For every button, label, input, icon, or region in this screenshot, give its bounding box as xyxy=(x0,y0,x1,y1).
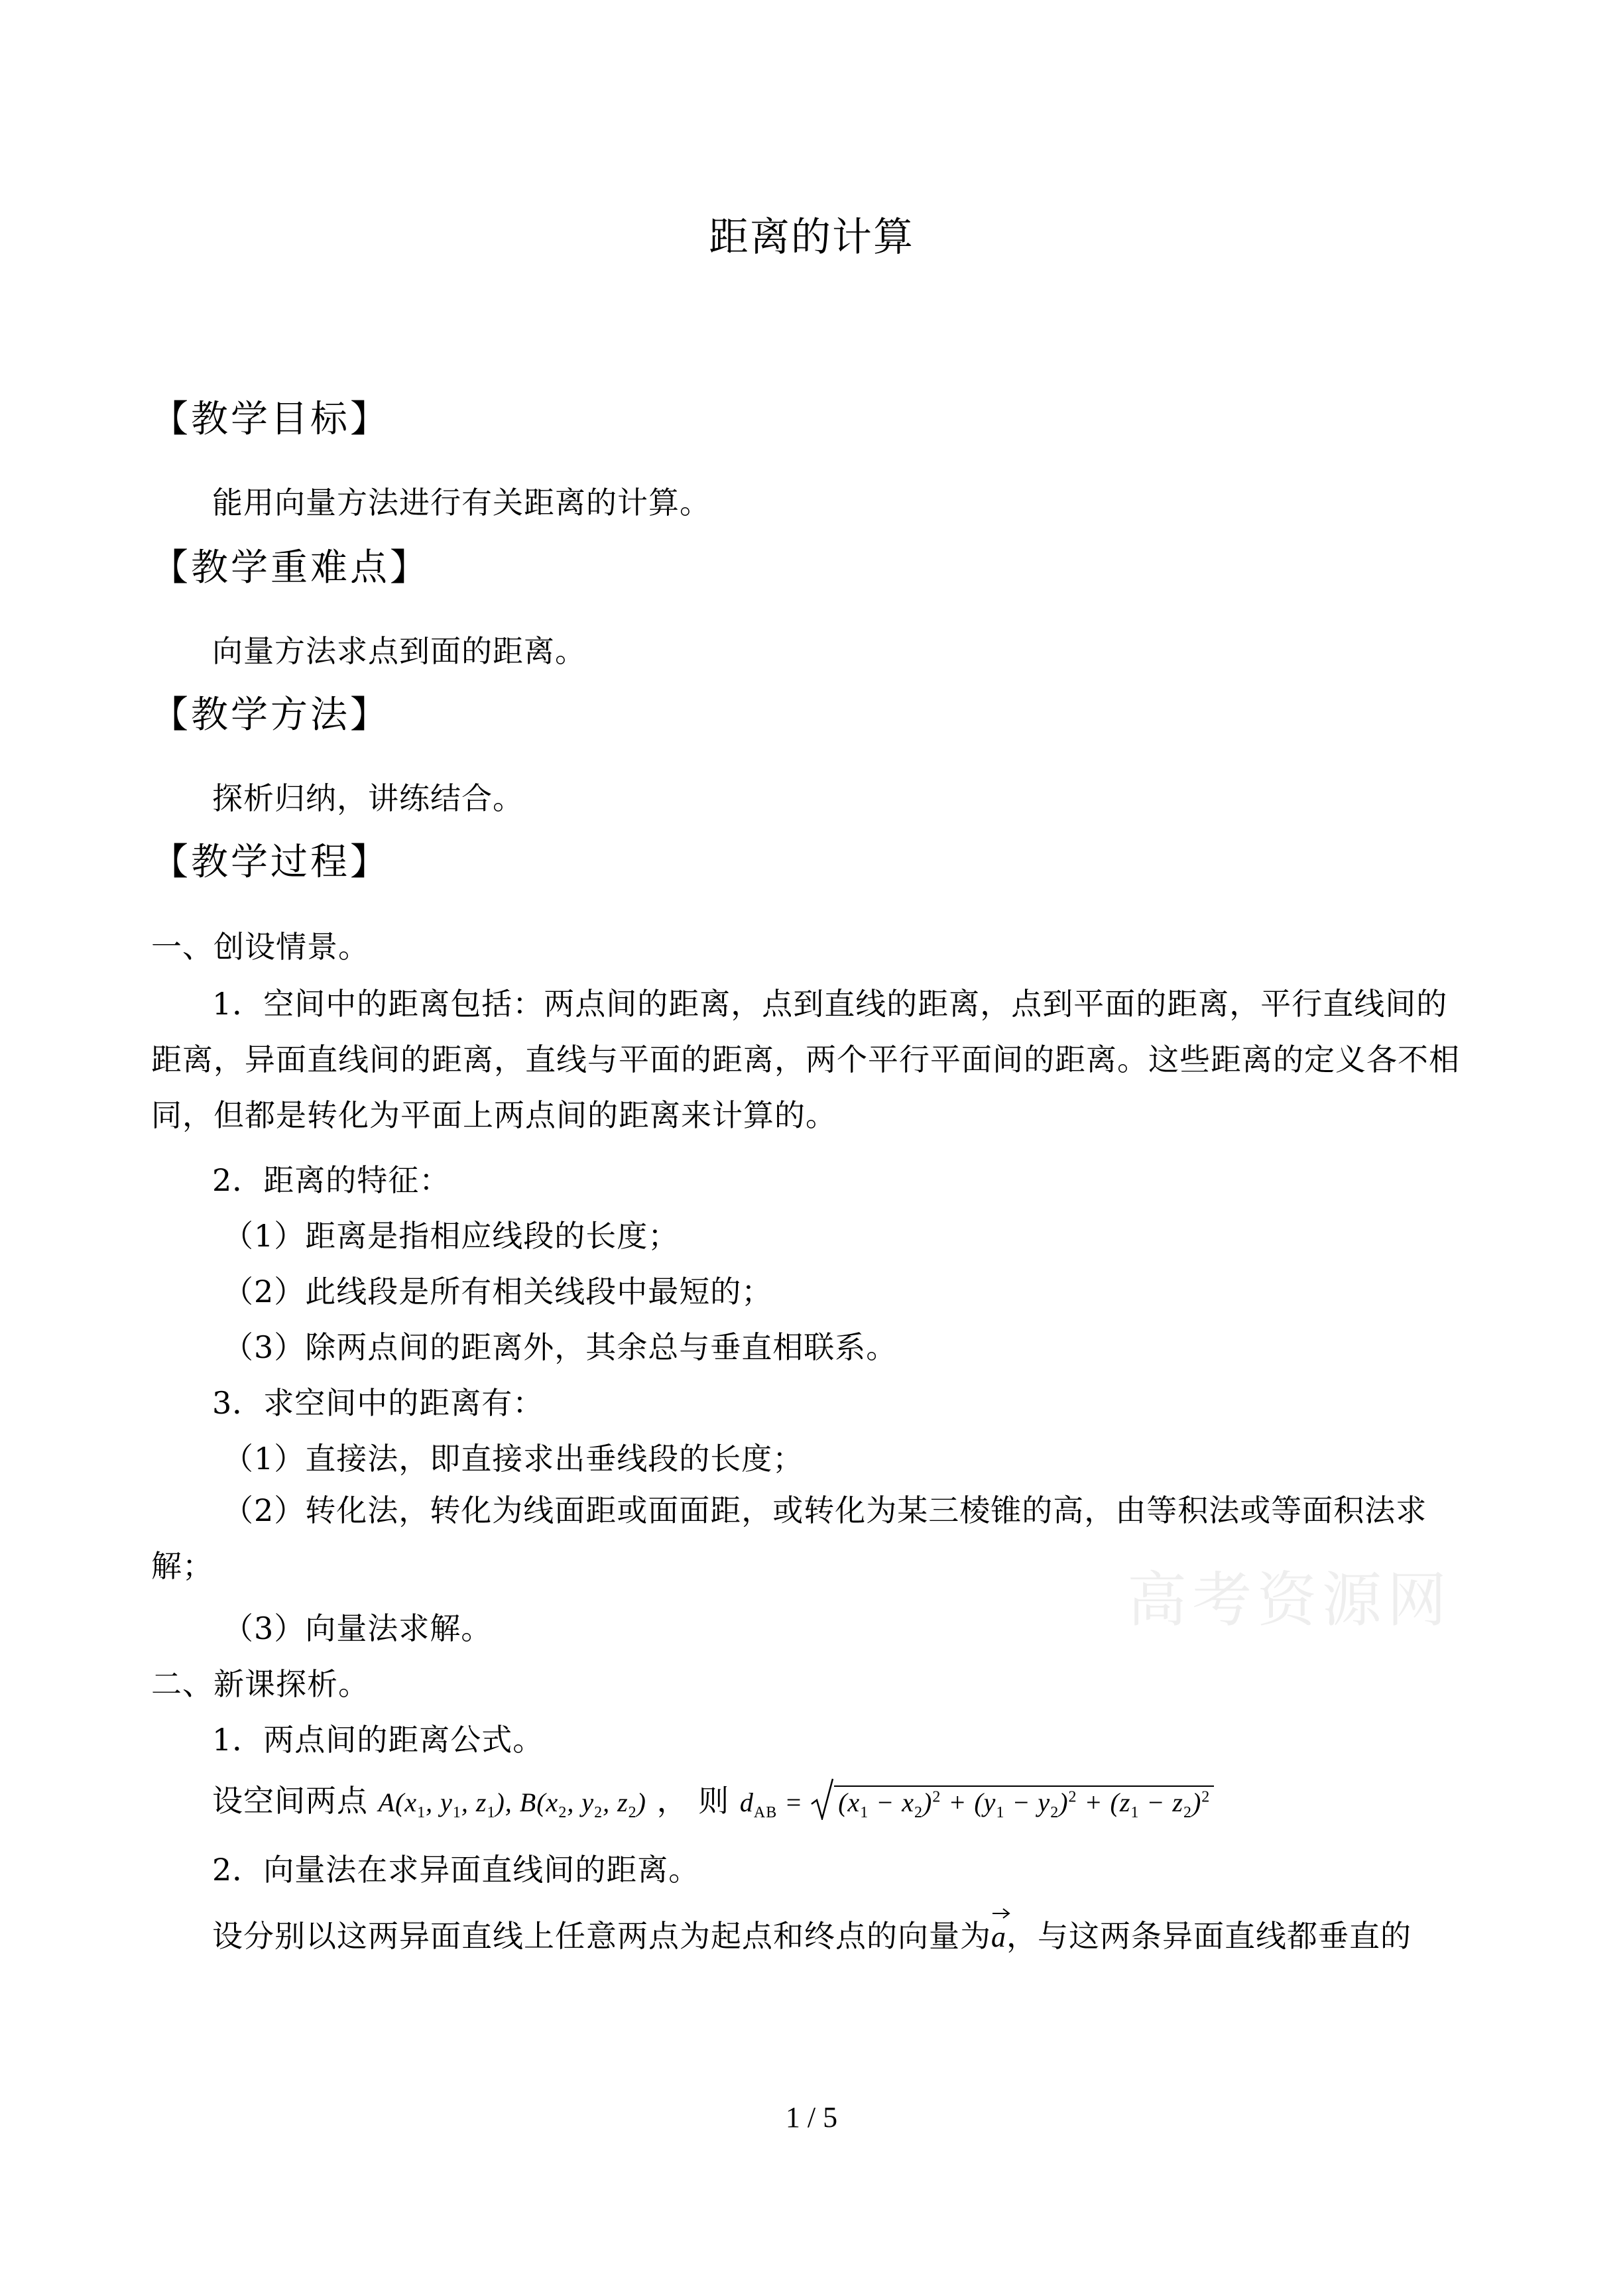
sqrt-expression: $(x_1 - x_2)^2 + (y_1 - y_2)^2 + (z_1 - z_2)^2$ xyxy=(810,1785,1214,1822)
part1-item2: 2．距离的特征： xyxy=(212,1162,451,1198)
part1-item2-sub1: （1）距离是指相应线段的长度； xyxy=(223,1218,680,1254)
vector-a-letter: a xyxy=(991,1921,1006,1953)
methods-heading: 【教学方法】 xyxy=(151,694,390,737)
part1-item3-sub1: （1）直接法，即直接求出垂线段的长度； xyxy=(223,1441,804,1477)
part1-heading: 一、创设情景。 xyxy=(151,929,369,965)
part1-item2-sub3: （3）除两点间的距离外，其余总与垂直相联系。 xyxy=(223,1329,898,1365)
part1-item3-sub2: （2）转化法，转化为线面距或面面距，或转化为某三棱锥的高，由等积法或等面积法求解； xyxy=(151,1492,1427,1584)
methods-text: 探析归纳，讲练结合。 xyxy=(212,780,524,816)
vector-a xyxy=(991,1920,1006,1954)
distance-formula-line xyxy=(212,1777,1214,1822)
sqrt-sign-icon xyxy=(810,1778,834,1820)
distance-formula: $d_{AB}$ = $(x_1 - x_2)^2 + (y_1 - y_2)^2 + (z_1 - z_2)^2$ xyxy=(740,1787,1214,1817)
part2-heading: 二、新课探析。 xyxy=(151,1666,369,1702)
item2-text-a: 设分别以这两异面直线上任意两点为起点和终点的向量为 xyxy=(212,1918,991,1954)
page-number: 1 / 5 xyxy=(785,2101,838,2134)
formula-prefix: 设空间两点 xyxy=(212,1783,368,1819)
watermark: 高考资源网 xyxy=(1127,1565,1452,1635)
part1-item3: 3．求空间中的距离有： xyxy=(212,1385,544,1421)
formula-mid: ， 则 xyxy=(656,1783,730,1819)
keypoints-text: 向量方法求点到面的距离。 xyxy=(212,633,586,669)
item2-text-b: ，与这两条异面直线都垂直的 xyxy=(1006,1918,1412,1954)
process-heading: 【教学过程】 xyxy=(151,841,390,884)
part2-item1: 1．两点间的距离公式。 xyxy=(212,1722,544,1758)
points-expression: $A(x_1$, $y_1$, $z_1$), $B(x_2$, $y_2$, $z_2$) xyxy=(378,1787,646,1821)
page-title: 距离的计算 xyxy=(709,214,914,261)
keypoints-heading: 【教学重难点】 xyxy=(151,546,430,589)
part1-item3-sub3: （3）向量法求解。 xyxy=(223,1610,493,1646)
part1-item1: 1．空间中的距离包括：两点间的距离，点到直线的距离，点到平面的距离，平行直线间的距离，异面直线间的距离，直线与平面的距离，两个平行平面间的距离。这些距离的定义各不相同，但都是转化为平面上两点间的距离来计算的。 xyxy=(151,986,1460,1133)
part2-item2-text xyxy=(212,1912,1412,1956)
part2-item2: 2．向量法在求异面直线间的距离。 xyxy=(212,1852,700,1888)
part1-item2-sub2: （2）此线段是所有相关线段中最短的； xyxy=(223,1274,773,1309)
vector-arrow-icon xyxy=(991,1905,1011,1919)
objectives-text: 能用向量方法进行有关距离的计算。 xyxy=(212,485,711,520)
objectives-heading: 【教学目标】 xyxy=(151,398,390,441)
